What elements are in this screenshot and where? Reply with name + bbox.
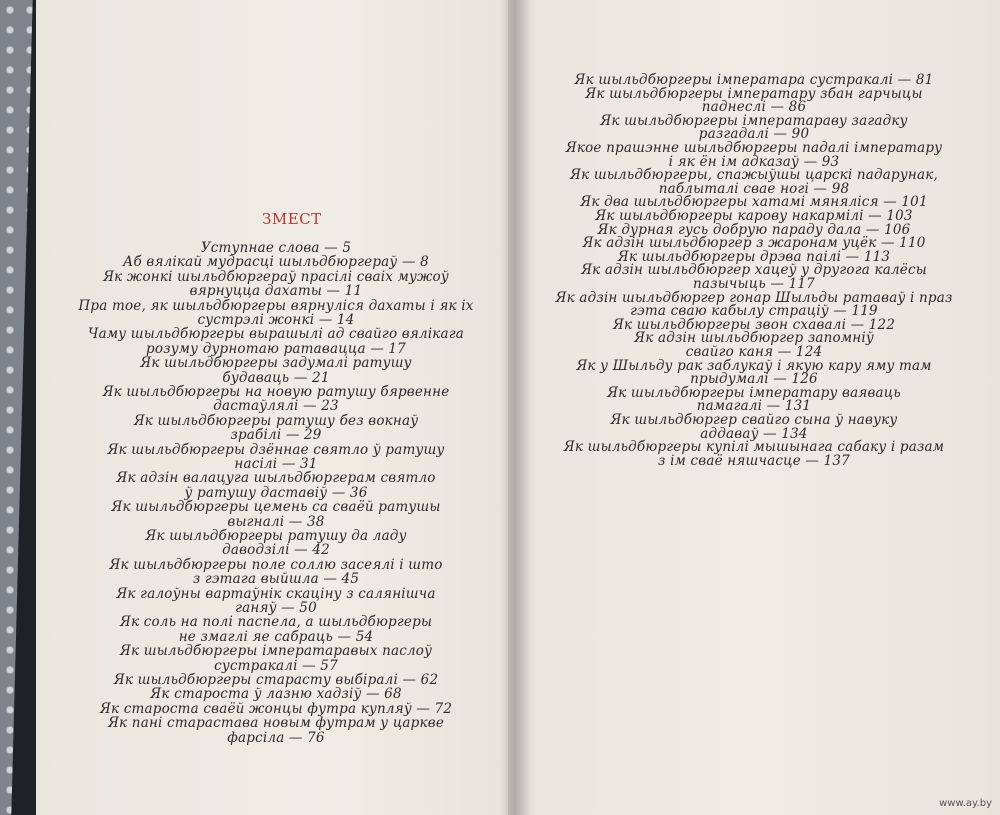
toc-entry-line: Як шыльдбюргеры дзённае святло ў ратушу: [107, 441, 445, 458]
toc-heading: ЗМЕСТ: [262, 210, 322, 228]
toc-entry-line: свайго каня — 124: [685, 344, 823, 360]
toc-entry-line: ганяў — 50: [235, 600, 317, 616]
toc-entry-line: Уступнае слова — 5: [200, 240, 352, 256]
toc-entry-line: не змаглі яе сабраць — 54: [178, 628, 374, 645]
toc-entry-line: Як шыльдбюргеры старасту выбіралі — 62: [113, 672, 439, 688]
toc-entry-line: Як шыльдбюргер свайго сына ў навуку: [610, 412, 898, 428]
toc-entry-line: сустракалі — 57: [214, 657, 338, 674]
toc-entry-line: фарсіла — 76: [227, 729, 325, 746]
left-page: [36, 0, 533, 815]
toc-entry-line: Як адзін шыльдбюргер гонар Шыльды ратаваў і праз: [555, 289, 953, 306]
toc-entry-line: зрабілі — 29: [230, 427, 322, 444]
toc-entry-line: паблыталі свае ногі — 98: [658, 180, 850, 197]
toc-entry-line: Пра тое, як шыльдбюргеры вярнуліся дахаты і як іх: [78, 297, 474, 314]
toc-entry-line: Як у Шыльду рак заблукаў і якую кару яму там: [576, 357, 932, 374]
toc-entry-line: пазычыць — 117: [693, 276, 815, 292]
toc-entry-line: і як ён ім адказаў — 93: [668, 153, 840, 170]
toc-entry-line: Як шыльдбюргеры карову накармілі — 103: [595, 208, 913, 224]
book-gutter: [500, 0, 530, 815]
toc-entry-line: Як шыльдбюргеры на новую ратушу бярвенне: [102, 384, 450, 400]
toc-entry-line: Як жонкі шыльдбюргераў прасілі сваіх мужоў: [103, 268, 449, 285]
toc-entry-line: Як шыльдбюргеры купілі мышынага сабаку і разам: [563, 439, 945, 456]
toc-entry-line: Як шыльдбюргеры цемень са сваёй ратушы: [111, 499, 441, 516]
toc-entry-line: ў ратушу даставіў — 36: [184, 484, 368, 501]
toc-entry-line: насілі — 31: [234, 456, 318, 472]
toc-entry-line: Як шыльдбюргеры ратушу без вокнаў: [133, 412, 419, 429]
toc-entry-line: Аб вялікай мудрасці шыльдбюргераў — 8: [123, 254, 429, 271]
toc-entry-line: гэта сваю кабылу страціў — 119: [630, 303, 878, 320]
toc-entry-line: Як шыльдбюргеры ратушу да ладу: [145, 528, 407, 544]
toc-entry-line: Як два шыльдбюргеры хатамі мяняліся — 101: [580, 194, 928, 211]
toc-entry-line: Як шыльдбюргеры імператару збан гарчыцы: [585, 85, 923, 102]
toc-entry-line: Як дурная гусь добрую параду дала — 106: [597, 221, 911, 238]
toc-entry-line: з гэтага выйшла — 45: [192, 571, 360, 588]
toc-entry-line: розуму дурнотаю ратавацца — 17: [146, 340, 406, 357]
toc-entry-line: даводзілі — 42: [222, 542, 330, 559]
watermark: www.ay.by: [939, 798, 992, 809]
toc-entry-line: Як адзін валацуга шыльдбюргерам святло: [116, 470, 436, 487]
toc-entry-line: Якое прашэнне шыльдбюргеры падалі імператару: [565, 140, 943, 156]
toc-entry-line: Як адзін шыльдбюргер запомніў: [634, 330, 874, 347]
toc-entry-line: Як шыльдбюргеры дрэва паілі — 113: [617, 248, 891, 265]
toc-entry-line: Як адзін шыльдбюргер хацеў у другога калёсы: [581, 262, 927, 279]
toc-entry-line: Як шыльдбюргеры звон схавалі — 122: [612, 316, 896, 333]
toc-entry-line: Як галоўны вартаўнік скаціну з салянішча: [116, 585, 436, 602]
toc-entry-line: паднеслі — 86: [701, 99, 807, 116]
toc-entry-line: Як шыльдбюргеры імператаравых паслоў: [119, 643, 433, 660]
toc-entry-line: Як шыльдбюргеры імператараву загадку: [600, 112, 908, 129]
toc-entry-line: аддаваў — 134: [700, 425, 808, 442]
toc-entry-line: дастаўлялі — 23: [213, 398, 339, 415]
toc-entry-line: прыдумалі — 126: [690, 371, 818, 388]
toc-entry-line: разгадалі — 90: [698, 126, 810, 143]
toc-entry-line: Як шыльдбюргеры, спажыўшы царскі падарунак,: [570, 167, 938, 184]
toc-entry-line: Як шыльдбюргеры імператару ваяваць: [607, 384, 901, 401]
toc-entry-line: Як староста ў лазню хадзіў — 68: [150, 686, 402, 703]
toc-entry-line: будаваць — 21: [222, 369, 330, 386]
toc-entry-line: сустрэлі жонкі — 14: [197, 312, 355, 328]
toc-entry-line: памагалі — 131: [696, 398, 812, 415]
toc-entry-line: выгналі — 38: [227, 513, 325, 530]
toc-entry-line: Як шыльдбюргеры поле соллю засеялі і што: [109, 556, 443, 573]
toc-entry-line: Як шыльдбюргеры задумалі ратушу: [140, 355, 412, 372]
toc-entry-line: Як соль на полі паспела, а шыльдбюргеры: [119, 614, 433, 631]
toc-entry-line: з ім сваё няшчасце — 137: [658, 452, 850, 469]
right-page: [508, 0, 1000, 815]
toc-entry-line: Як пані старастава новым футрам у царкве: [107, 715, 445, 732]
toc-entry-line: вярнуцца дахаты — 11: [189, 283, 363, 300]
toc-entry-line: Як адзін шыльдбюргер з жаронам уцёк — 110: [582, 235, 926, 252]
toc-entry-line: Чаму шыльдбюргеры вырашылі ад свайго вялікага: [87, 326, 465, 343]
toc-entry-line: Як староста сваёй жонцы футра купляў — 72: [99, 700, 453, 717]
toc-entry-line: Як шыльдбюргеры імператара сустракалі — 81: [574, 72, 934, 88]
